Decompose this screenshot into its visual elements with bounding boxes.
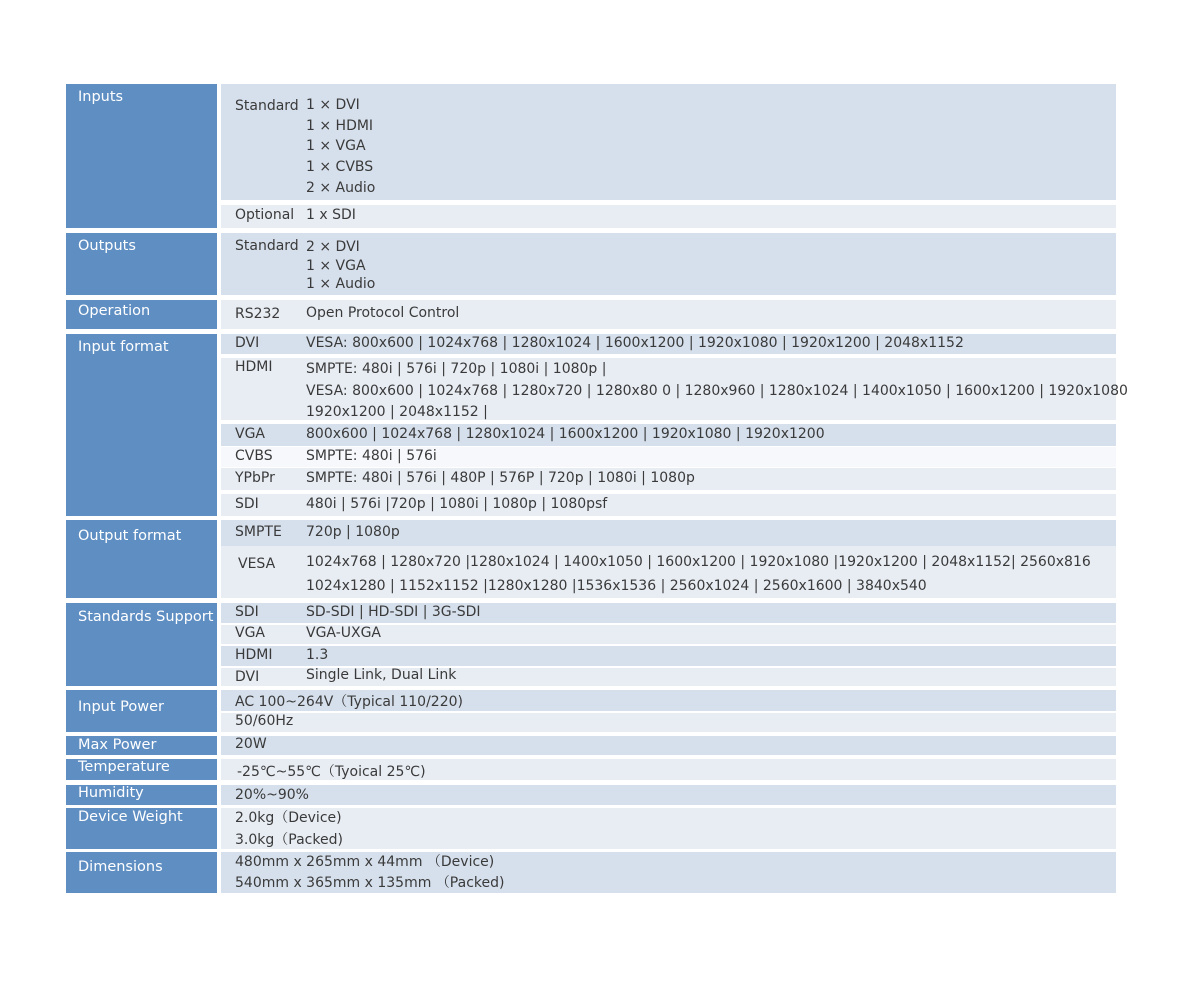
row-input-format-cvbs [221, 447, 1116, 467]
row-key: SDI [235, 604, 259, 620]
row-key: Standard [235, 98, 299, 114]
value-line: 1920x1200 | 2048x1152 | [306, 404, 488, 420]
row-input-format-sdi [221, 494, 1116, 516]
row-key: HDMI [235, 647, 273, 663]
row-standards-hdmi [221, 646, 1116, 666]
row-output-format-vesa [221, 546, 1116, 598]
row-key: DVI [235, 335, 260, 351]
row-key: YPbPr [235, 470, 275, 486]
row-value [306, 95, 375, 199]
value-line: VESA: 800x600 | 1024x768 | 1280x720 | 1280x80 0 | 1280x960 | 1280x1024 | 1400x1050 | 1600x1200 | 1920x1080 [306, 382, 1128, 399]
row-key: SMPTE [235, 524, 282, 540]
row-value: 720p | 1080p [306, 524, 400, 540]
section-label-output-format: Output format [66, 520, 217, 598]
row-temperature [221, 759, 1116, 780]
row-value: Single Link, Dual Link [306, 667, 457, 683]
row-value: 50/60Hz [235, 713, 294, 729]
value-line: 1 × HDMI [306, 117, 374, 134]
row-key: CVBS [235, 448, 273, 464]
row-inputs-standard [221, 84, 1116, 200]
value-line: 2 × DVI [306, 239, 360, 255]
row-value: SMPTE: 480i | 576i [306, 448, 437, 464]
row-humidity [221, 785, 1116, 805]
value-line: 1 × DVI [306, 97, 360, 113]
section-label-input-power: Input Power [66, 690, 217, 732]
row-key: VESA [238, 556, 276, 572]
value-line: 540mm x 365mm x 135mm （Packed) [235, 875, 505, 891]
row-key: Standard [235, 238, 299, 254]
row-key: VGA [235, 426, 266, 442]
row-input-power-1 [221, 690, 1116, 711]
value-line: 3.0kg（Packed) [235, 831, 343, 848]
value-line: 1 × VGA [306, 138, 366, 155]
row-input-format-hdmi [221, 358, 1128, 420]
row-value: SMPTE: 480i | 576i | 480P | 576P | 720p | 1080i | 1080p [306, 470, 695, 486]
row-value: 20%~90% [235, 787, 309, 803]
row-key: VGA [235, 625, 266, 641]
row-value: 1 x SDI [306, 207, 356, 223]
row-value [235, 808, 343, 851]
value-line: 480mm x 265mm x 44mm （Device) [235, 854, 495, 870]
value-line: 2.0kg（Device) [235, 810, 342, 826]
section-label-max-power: Max Power [66, 736, 217, 755]
row-output-format-smpte [221, 520, 1116, 546]
section-label-device-weight: Device Weight [66, 808, 217, 849]
row-standards-vga [221, 625, 1116, 644]
row-value: VESA: 800x600 | 1024x768 | 1280x1024 | 1600x1200 | 1920x1080 | 1920x1200 | 2048x1152 [306, 335, 964, 351]
row-value: Open Protocol Control [306, 305, 460, 321]
row-input-power-2 [221, 713, 1116, 732]
value-line: 1 × Audio [306, 276, 376, 292]
row-key: SDI [235, 496, 259, 512]
row-input-format-ypbpr [221, 468, 1116, 490]
row-standards-sdi [221, 603, 1116, 623]
section-label-temperature: Temperature [66, 759, 217, 780]
section-label-outputs: Outputs [66, 233, 217, 295]
row-value: VGA-UXGA [306, 625, 382, 641]
value-line: 1024x768 | 1280x720 |1280x1024 | 1400x1050 | 1600x1200 | 1920x1080 |1920x1200 | 2048x1152| 2560x816 [306, 554, 1091, 570]
row-value: -25℃~55℃（Tyoical 25℃) [237, 764, 426, 780]
row-value: AC 100~264V（Typical 110/220) [235, 694, 463, 710]
row-inputs-optional [221, 205, 1116, 228]
row-standards-dvi [221, 668, 1116, 686]
row-value [306, 550, 1091, 598]
row-value [306, 238, 375, 294]
section-label-input-format: Input format [66, 334, 217, 516]
row-value [235, 852, 504, 894]
row-input-format-vga [221, 424, 1116, 446]
row-value: 480i | 576i |720p | 1080i | 1080p | 1080psf [306, 496, 608, 512]
value-line: 1 × CVBS [306, 159, 374, 176]
row-value: 20W [235, 736, 267, 752]
row-key: DVI [235, 669, 260, 685]
row-operation [221, 300, 1116, 329]
row-key: HDMI [235, 359, 273, 375]
row-value: 1.3 [306, 647, 329, 663]
row-value [306, 359, 1128, 424]
section-label-dimensions: Dimensions [66, 852, 217, 893]
row-value: 800x600 | 1024x768 | 1280x1024 | 1600x1200 | 1920x1080 | 1920x1200 [306, 426, 825, 442]
row-key: RS232 [235, 306, 281, 322]
value-line: 1 × VGA [306, 257, 366, 274]
section-label-operation: Operation [66, 300, 217, 329]
value-line: 2 × Audio [306, 179, 376, 196]
value-line: SMPTE: 480i | 576i | 720p | 1080i | 1080p | [306, 361, 607, 377]
row-device-weight [221, 808, 1116, 849]
row-max-power [221, 736, 1116, 755]
row-dimensions [221, 852, 1116, 893]
value-line: 1024x1280 | 1152x1152 |1280x1280 |1536x1536 | 2560x1024 | 2560x1600 | 3840x540 [306, 578, 927, 594]
row-value: SD-SDI | HD-SDI | 3G-SDI [306, 604, 481, 620]
row-key: Optional [235, 207, 295, 223]
section-label-humidity: Humidity [66, 785, 217, 805]
section-label-standards-support: Standards Support [66, 603, 217, 686]
section-label-inputs: Inputs [66, 84, 217, 228]
row-input-format-dvi [221, 334, 1116, 354]
row-outputs-standard [221, 233, 1116, 295]
